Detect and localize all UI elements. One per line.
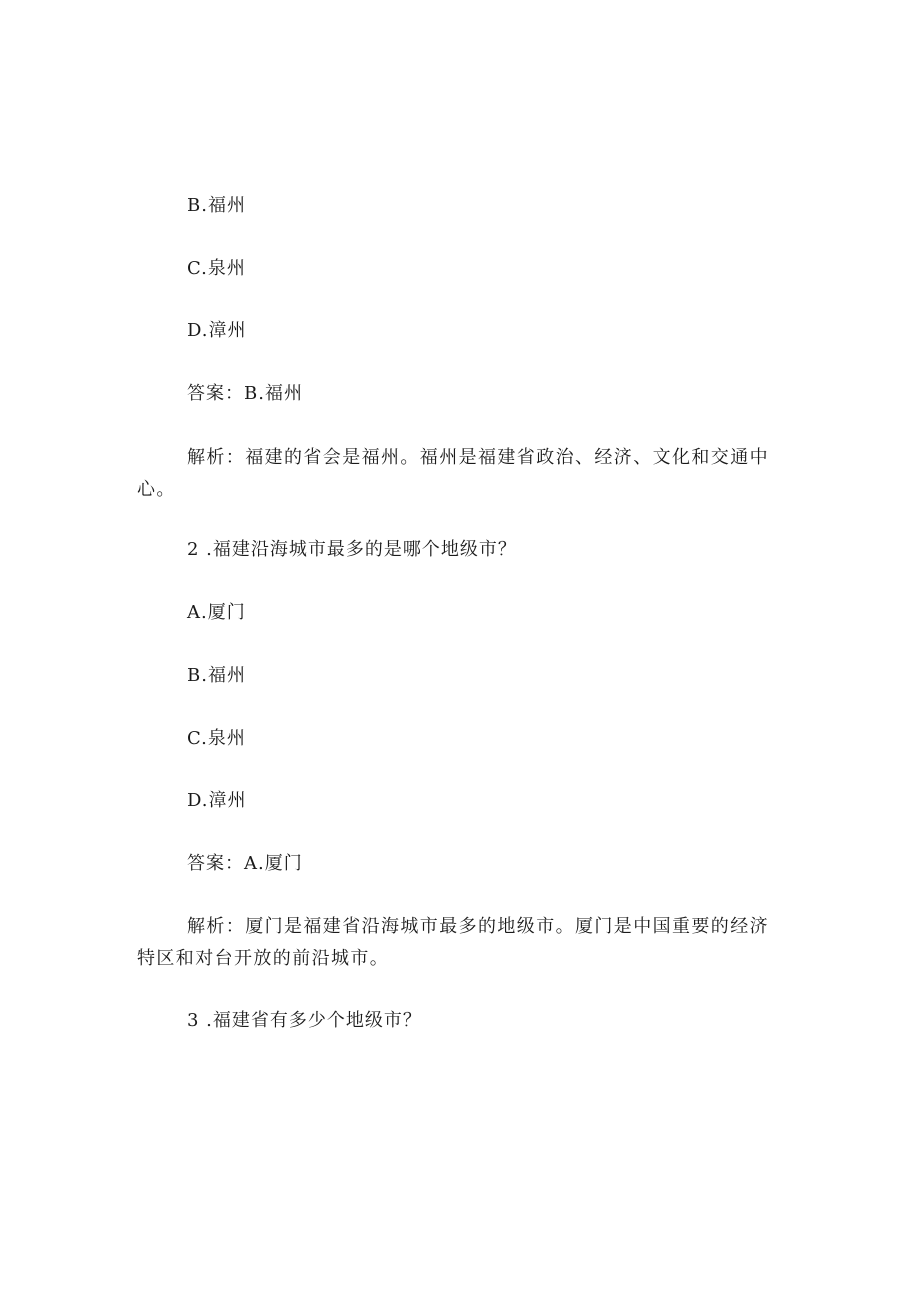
q1-answer: 答案：B.福州 — [187, 383, 303, 404]
q2-analysis: 解析：厦门是福建省沿海城市最多的地级市。厦门是中国重要的经济特区和对台开放的前沿城市。 — [137, 916, 769, 969]
q2-answer: 答案：A.厦门 — [187, 853, 303, 874]
q1-option-b: B.福州 — [187, 195, 246, 216]
q2-option-b: B.福州 — [187, 665, 246, 686]
q1-analysis: 解析：福建的省会是福州。福州是福建省政治、经济、文化和交通中心。 — [137, 447, 769, 500]
q2-question: 2 .福建沿海城市最多的是哪个地级市？ — [187, 539, 517, 560]
q2-option-c: C.泉州 — [187, 728, 246, 749]
q1-option-c: C.泉州 — [187, 258, 246, 279]
q2-option-d: D.漳州 — [187, 790, 247, 811]
q2-option-a: A.厦门 — [187, 602, 246, 623]
q3-question: 3 .福建省有多少个地级市？ — [187, 1010, 422, 1031]
q1-option-d: D.漳州 — [187, 320, 247, 341]
